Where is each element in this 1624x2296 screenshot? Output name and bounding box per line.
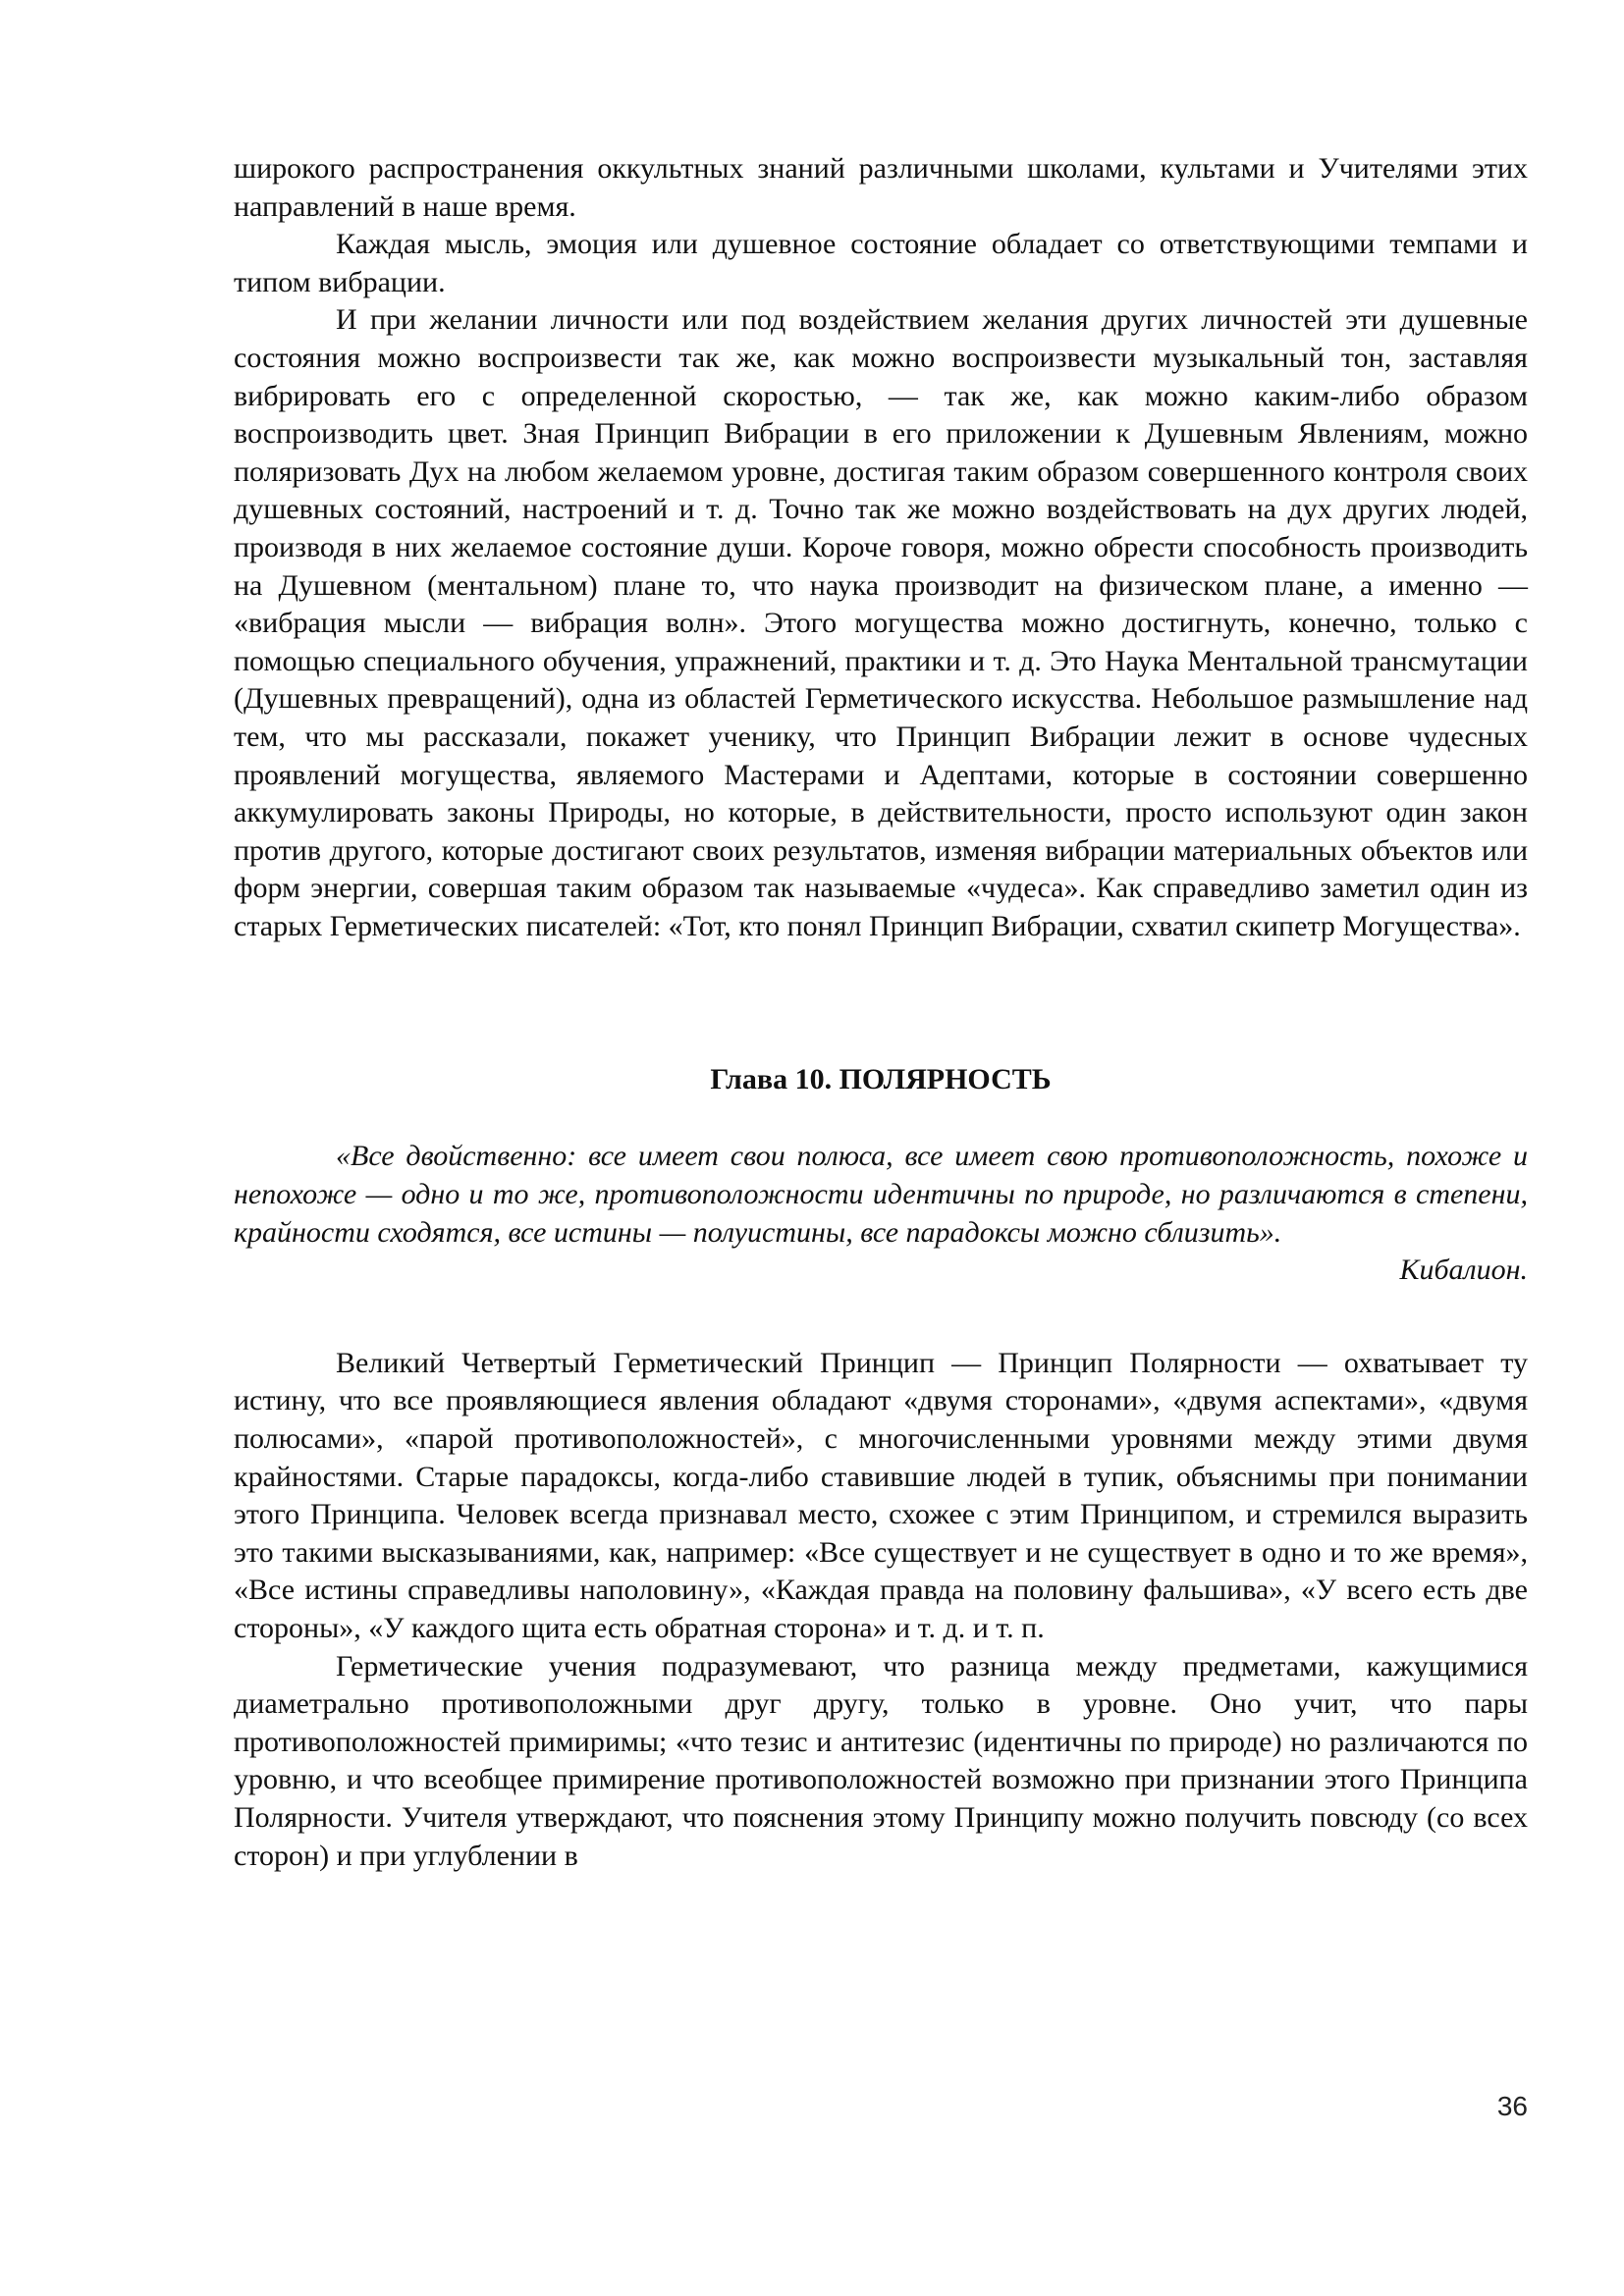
epigraph-source: Кибалион. — [1399, 1254, 1528, 1287]
paragraph-1: широкого распространения оккультных знаний различными школами, культами и Учителями этих направлений в наше время. — [234, 152, 1528, 223]
chapter-title: Глава 10. ПОЛЯРНОСТЬ — [710, 1063, 1052, 1096]
epigraph-spacer — [234, 1290, 1528, 1345]
paragraph-5: Герметические учения подразумевают, что разница между предметами, кажущимися диаметрально противоположными друг другу, только в уровне. Оно учит, что пары противоположностей примиримы; «что тезис и антитезис (идентичны по природе) но различаются по уровню, и что всеобщее примирение противоположностей возможно при признании этого Принципа Полярности. Учителя утверждают, что пояснения этому Принципу можно получить повсюду (со всех сторон) и при углублении в — [234, 1649, 1528, 1872]
epigraph: «Все двойственно: все имеет свои полюса, все имеет свою противоположность, похоже и непохоже — одно и то же, противоположности идентичны по природе, но различаются в степени, крайности сходятся, все истины — полуистины, все парадоксы можно сблизить». — [234, 1140, 1528, 1249]
paragraph-2: Каждая мысль, эмоция или душевное состояние обладает со ответствующими темпами и типом вибрации. — [234, 228, 1528, 298]
paragraph-3: И при желании личности или под воздействием желания других личностей эти душевные состояния можно воспроизвести так же, как можно воспроизвести музыкальный тон, заставляя вибрировать его с определенной скоростью, — так же, как можно каким-либо образом воспроизводить цвет. Зная Принцип Вибрации в его приложении к Душевным Явлениям, можно поляризовать Дух на любом желаемом уровне, достигая таким образом совершенного контроля своих душевных состояний, настроений и т. д. Точно так же можно воздействовать на дух других людей, производя в них желаемое состояние души. Короче говоря, можно обрести способность производить на Душевном (ментальном) плане то, что наука производит на физическом плане, а именно — «вибрация мысли — вибрация волн». Этого могущества можно достигнуть, конечно, только с помощью специального обучения, упражнений, практики и т. д. Это Наука Ментальной трансмутации (Душевных превращений), одна из областей Герметического искусства. Небольшое размышление над тем, что мы рассказали, покажет ученику, что Принцип Вибрации лежит в основе чудесных проявлений могущества, являемого Мастерами и Адептами, которые в состоянии совершенно аккумулировать законы Природы, но которые, в действительности, просто используют один закон против другого, которые достигают своих результатов, изменяя вибрации материальных объектов или форм энергии, совершая таким образом так называемые «чудеса». Как справедливо заметил один из старых Герметических писателей: «Тот, кто понял Принцип Вибрации, схватил скипетр Могущества». — [234, 303, 1528, 942]
page-content — [234, 150, 1528, 1875]
page-number: 36 — [1496, 2091, 1528, 2121]
section-spacer — [234, 945, 1528, 1061]
title-spacer — [234, 1098, 1528, 1138]
paragraph-4: Великий Четвертый Герметический Принцип — Принцип Полярности — охватывает ту истину, что все проявляющиеся явления обладают «двумя сторонами», «двумя аспектами», «двумя полюсами», «парой противоположностей», с многочисленными уровнями между этими двумя крайностями. Старые парадоксы, когда-либо ставившие людей в тупик, объяснимы при понимании этого Принципа. Человек всегда признавал место, схожее с этим Принципом, и стремился выразить это такими высказываниями, как, например: «Все существует и не существует в одно и то же время», «Все истины справедливы наполовину», «Каждая правда на половину фальшива», «У всего есть две стороны», «У каждого щита есть обратная сторона» и т. д. и т. п. — [234, 1346, 1528, 1644]
